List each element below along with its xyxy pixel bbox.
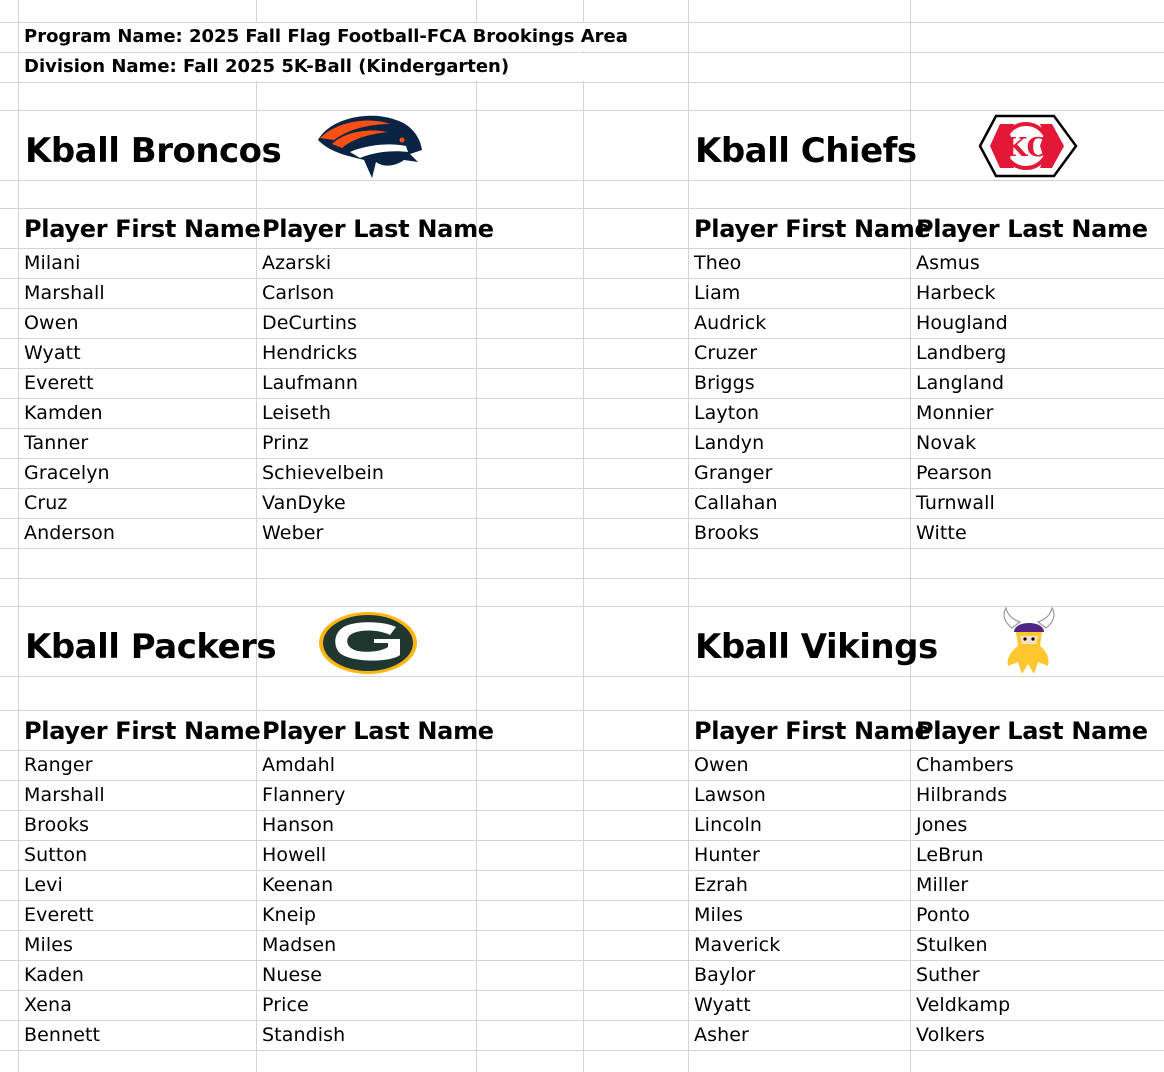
player-first-name[interactable]: Brooks: [694, 522, 760, 544]
svg-text:KC: KC: [1004, 133, 1048, 163]
broncos-logo-icon: [310, 110, 426, 180]
player-first-name[interactable]: Briggs: [694, 372, 755, 394]
grid-row-line: [0, 208, 1164, 209]
player-last-name[interactable]: Carlson: [262, 282, 335, 304]
grid-column-line: [583, 0, 584, 1072]
player-first-name[interactable]: Everett: [24, 372, 94, 394]
player-first-name[interactable]: Callahan: [694, 492, 778, 514]
player-last-name[interactable]: Ponto: [916, 904, 971, 926]
col-head-last-packers[interactable]: Player Last Name: [262, 717, 494, 745]
grid-row-line: [0, 960, 1164, 961]
grid-row-line: [0, 840, 1164, 841]
grid-column-line: [476, 0, 477, 1072]
player-last-name[interactable]: Hendricks: [262, 342, 358, 364]
player-last-name[interactable]: Turnwall: [916, 492, 995, 514]
player-last-name[interactable]: Pearson: [916, 462, 993, 484]
grid-row-line: [0, 518, 1164, 519]
player-first-name[interactable]: Everett: [24, 904, 94, 926]
team-title-packers[interactable]: Kball Packers: [25, 627, 277, 667]
col-head-first-packers[interactable]: Player First Name: [24, 717, 261, 745]
player-last-name[interactable]: Monnier: [916, 402, 994, 424]
player-last-name[interactable]: Landberg: [916, 342, 1007, 364]
player-first-name[interactable]: Levi: [24, 874, 63, 896]
player-first-name[interactable]: Owen: [694, 754, 749, 776]
division-name[interactable]: Division Name: Fall 2025 5K-Ball (Kindergarten): [24, 56, 510, 77]
col-head-first-chiefs[interactable]: Player First Name: [694, 215, 931, 243]
player-first-name[interactable]: Bennett: [24, 1024, 101, 1046]
player-last-name[interactable]: Suther: [916, 964, 980, 986]
player-last-name[interactable]: Standish: [262, 1024, 346, 1046]
player-first-name[interactable]: Granger: [694, 462, 773, 484]
grid-row-line: [0, 82, 1164, 83]
player-first-name[interactable]: Owen: [24, 312, 79, 334]
player-last-name[interactable]: VanDyke: [262, 492, 346, 514]
program-name[interactable]: Program Name: 2025 Fall Flag Football-FCA Brookings Area: [24, 26, 628, 47]
player-first-name[interactable]: Miles: [694, 904, 744, 926]
player-last-name[interactable]: Miller: [916, 874, 969, 896]
player-last-name[interactable]: LeBrun: [916, 844, 984, 866]
player-first-name[interactable]: Tanner: [24, 432, 89, 454]
player-last-name[interactable]: Weber: [262, 522, 324, 544]
player-first-name[interactable]: Landyn: [694, 432, 765, 454]
player-first-name[interactable]: Brooks: [24, 814, 90, 836]
player-first-name[interactable]: Baylor: [694, 964, 756, 986]
player-last-name[interactable]: Schievelbein: [262, 462, 385, 484]
player-first-name[interactable]: Wyatt: [24, 342, 81, 364]
player-last-name[interactable]: Asmus: [916, 252, 980, 274]
col-head-last-chiefs[interactable]: Player Last Name: [916, 215, 1148, 243]
player-first-name[interactable]: Marshall: [24, 282, 105, 304]
player-first-name[interactable]: Maverick: [694, 934, 781, 956]
player-first-name[interactable]: Cruz: [24, 492, 68, 514]
player-first-name[interactable]: Layton: [694, 402, 760, 424]
player-first-name[interactable]: Liam: [694, 282, 741, 304]
player-last-name[interactable]: DeCurtins: [262, 312, 358, 334]
player-last-name[interactable]: Azarski: [262, 252, 332, 274]
player-first-name[interactable]: Cruzer: [694, 342, 758, 364]
col-head-last-vikings[interactable]: Player Last Name: [916, 717, 1148, 745]
grid-row-line: [0, 870, 1164, 871]
player-last-name[interactable]: Kneip: [262, 904, 317, 926]
grid-row-line: [0, 180, 1164, 181]
player-last-name[interactable]: Hilbrands: [916, 784, 1008, 806]
grid-row-line: [0, 578, 1164, 579]
player-first-name[interactable]: Miles: [24, 934, 74, 956]
player-last-name[interactable]: Laufmann: [262, 372, 358, 394]
grid-row-line: [0, 676, 1164, 677]
player-last-name[interactable]: Novak: [916, 432, 977, 454]
chiefs-logo-icon: [974, 112, 1080, 180]
player-first-name[interactable]: Lincoln: [694, 814, 762, 836]
player-last-name[interactable]: Nuese: [262, 964, 323, 986]
vikings-logo-icon: [998, 606, 1060, 676]
player-first-name[interactable]: Audrick: [694, 312, 767, 334]
player-last-name[interactable]: Hanson: [262, 814, 335, 836]
player-first-name[interactable]: Ranger: [24, 754, 93, 776]
player-last-name[interactable]: Price: [262, 994, 309, 1016]
player-first-name[interactable]: Kaden: [24, 964, 85, 986]
player-first-name[interactable]: Marshall: [24, 784, 105, 806]
player-last-name[interactable]: Keenan: [262, 874, 334, 896]
player-first-name[interactable]: Gracelyn: [24, 462, 110, 484]
player-last-name[interactable]: Harbeck: [916, 282, 996, 304]
grid-row-line: [0, 248, 1164, 249]
team-title-chiefs[interactable]: Kball Chiefs: [695, 131, 917, 171]
player-last-name[interactable]: Prinz: [262, 432, 309, 454]
grid-row-line: [0, 710, 1164, 711]
player-last-name[interactable]: Hougland: [916, 312, 1008, 334]
grid-row-line: [0, 1050, 1164, 1051]
player-first-name[interactable]: Sutton: [24, 844, 88, 866]
player-last-name[interactable]: Jones: [916, 814, 968, 836]
grid-row-line: [0, 1020, 1164, 1021]
player-last-name[interactable]: Flannery: [262, 784, 346, 806]
player-last-name[interactable]: Langland: [916, 372, 1005, 394]
grid-row-line: [0, 930, 1164, 931]
player-first-name[interactable]: Theo: [694, 252, 742, 274]
grid-row-line: [0, 548, 1164, 549]
player-first-name[interactable]: Ezrah: [694, 874, 748, 896]
player-last-name[interactable]: Leiseth: [262, 402, 331, 424]
player-first-name[interactable]: Wyatt: [694, 994, 751, 1016]
player-last-name[interactable]: Madsen: [262, 934, 337, 956]
player-last-name[interactable]: Veldkamp: [916, 994, 1011, 1016]
player-first-name[interactable]: Anderson: [24, 522, 115, 544]
col-head-first-vikings[interactable]: Player First Name: [694, 717, 931, 745]
player-last-name[interactable]: Volkers: [916, 1024, 985, 1046]
player-first-name[interactable]: Milani: [24, 252, 81, 274]
player-last-name[interactable]: Stulken: [916, 934, 988, 956]
player-last-name[interactable]: Witte: [916, 522, 967, 544]
player-first-name[interactable]: Xena: [24, 994, 72, 1016]
player-first-name[interactable]: Lawson: [694, 784, 766, 806]
grid-row-line: [0, 810, 1164, 811]
player-first-name[interactable]: Kamden: [24, 402, 103, 424]
grid-row-line: [0, 900, 1164, 901]
packers-logo-icon: [318, 611, 418, 675]
player-first-name[interactable]: Hunter: [694, 844, 760, 866]
team-title-broncos[interactable]: Kball Broncos: [25, 131, 282, 171]
player-last-name[interactable]: Howell: [262, 844, 327, 866]
player-last-name[interactable]: Chambers: [916, 754, 1014, 776]
team-title-vikings[interactable]: Kball Vikings: [695, 627, 938, 667]
player-first-name[interactable]: Asher: [694, 1024, 749, 1046]
col-head-last-broncos[interactable]: Player Last Name: [262, 215, 494, 243]
player-last-name[interactable]: Amdahl: [262, 754, 336, 776]
grid-row-line: [0, 428, 1164, 429]
col-head-first-broncos[interactable]: Player First Name: [24, 215, 261, 243]
